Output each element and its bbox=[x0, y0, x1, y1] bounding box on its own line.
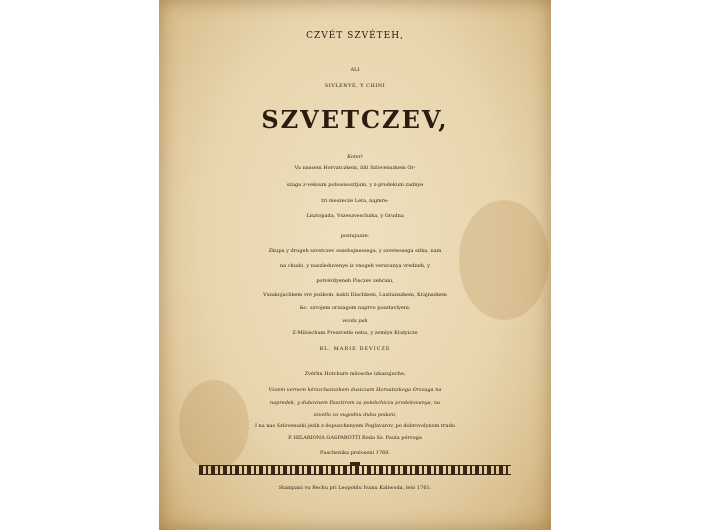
dedication-name: BL. MARIE DEVICZE bbox=[319, 346, 391, 352]
ornament-mark bbox=[350, 462, 360, 465]
main-title: SZVETCZEV, bbox=[261, 105, 449, 134]
text-line: na chudo, y naszleduvenye iz vnogeh veruvanya vredneh, y bbox=[279, 263, 431, 269]
text-line: Vu nassem Horvatczkem, iliti Szlovenszkem Or- bbox=[294, 165, 416, 171]
text-line: szagu z-veksum pobosnosztjum, y z-prodekum zadnye bbox=[286, 182, 424, 188]
imprint-line: Stampani vu Bechu pri Leopoldu Ivanu Kaliwoda, leto 1761. bbox=[278, 485, 432, 491]
title-page bbox=[159, 0, 551, 530]
book-subtitle: SIVLENYE, Y CHINI bbox=[324, 83, 386, 89]
text-line: Puschenika preloseni 1760. bbox=[320, 450, 390, 456]
book-title: CZVÉT SZVÉTEH, bbox=[306, 31, 404, 41]
text-line: szvetlo za vugodnu dubu podani, bbox=[313, 412, 397, 418]
ornamental-rule bbox=[199, 465, 511, 475]
text-line: Zkupa y drugeh szvetczev oszebujnessega, y szvetessega sitka, nam bbox=[268, 248, 442, 254]
text-line: I na nas Szlovenszki jezik z-dopuschenyem Poglavarov, po dobrovolynom trudu bbox=[254, 423, 456, 429]
title-connector: ALI bbox=[350, 67, 360, 73]
text-line: Vszakojachkem vre jezikom, kakti Diachkem, Lusitanszkem, Krajnszkem bbox=[263, 292, 447, 298]
author-line: P. HILARIONA GASPAROTTI Reda Sz. Paula pérvoga bbox=[288, 435, 422, 441]
text-line: Vszem vernem kérszchanszkem dusiczam Horvatszkoga Orszaga na bbox=[268, 387, 442, 393]
text-line: Zvérhu Hotchure milosche izkazujuche, bbox=[304, 371, 406, 377]
text-line: potvérdyeneh Pisczev zebrani, bbox=[316, 278, 394, 284]
text-line: napredek, y dubovnem Pasztirom za polebchiczu prodekvvanya, na bbox=[269, 400, 441, 406]
text-line: vezda pak bbox=[342, 318, 368, 324]
text-line: &c. szvojem orszagom naprvo posztavlyeni; bbox=[299, 305, 411, 311]
text-line: postujusze. bbox=[340, 233, 370, 239]
months-line: Lisztopada, Vszeszveschaka, y Grudna bbox=[306, 213, 404, 219]
text-line: tri meszecze Leta, najmre: bbox=[321, 198, 389, 204]
text-line: Z-Miloschum Preszvetle neba, y zemlye Kralyicze bbox=[292, 330, 418, 336]
text-line: Koteri bbox=[347, 154, 363, 160]
